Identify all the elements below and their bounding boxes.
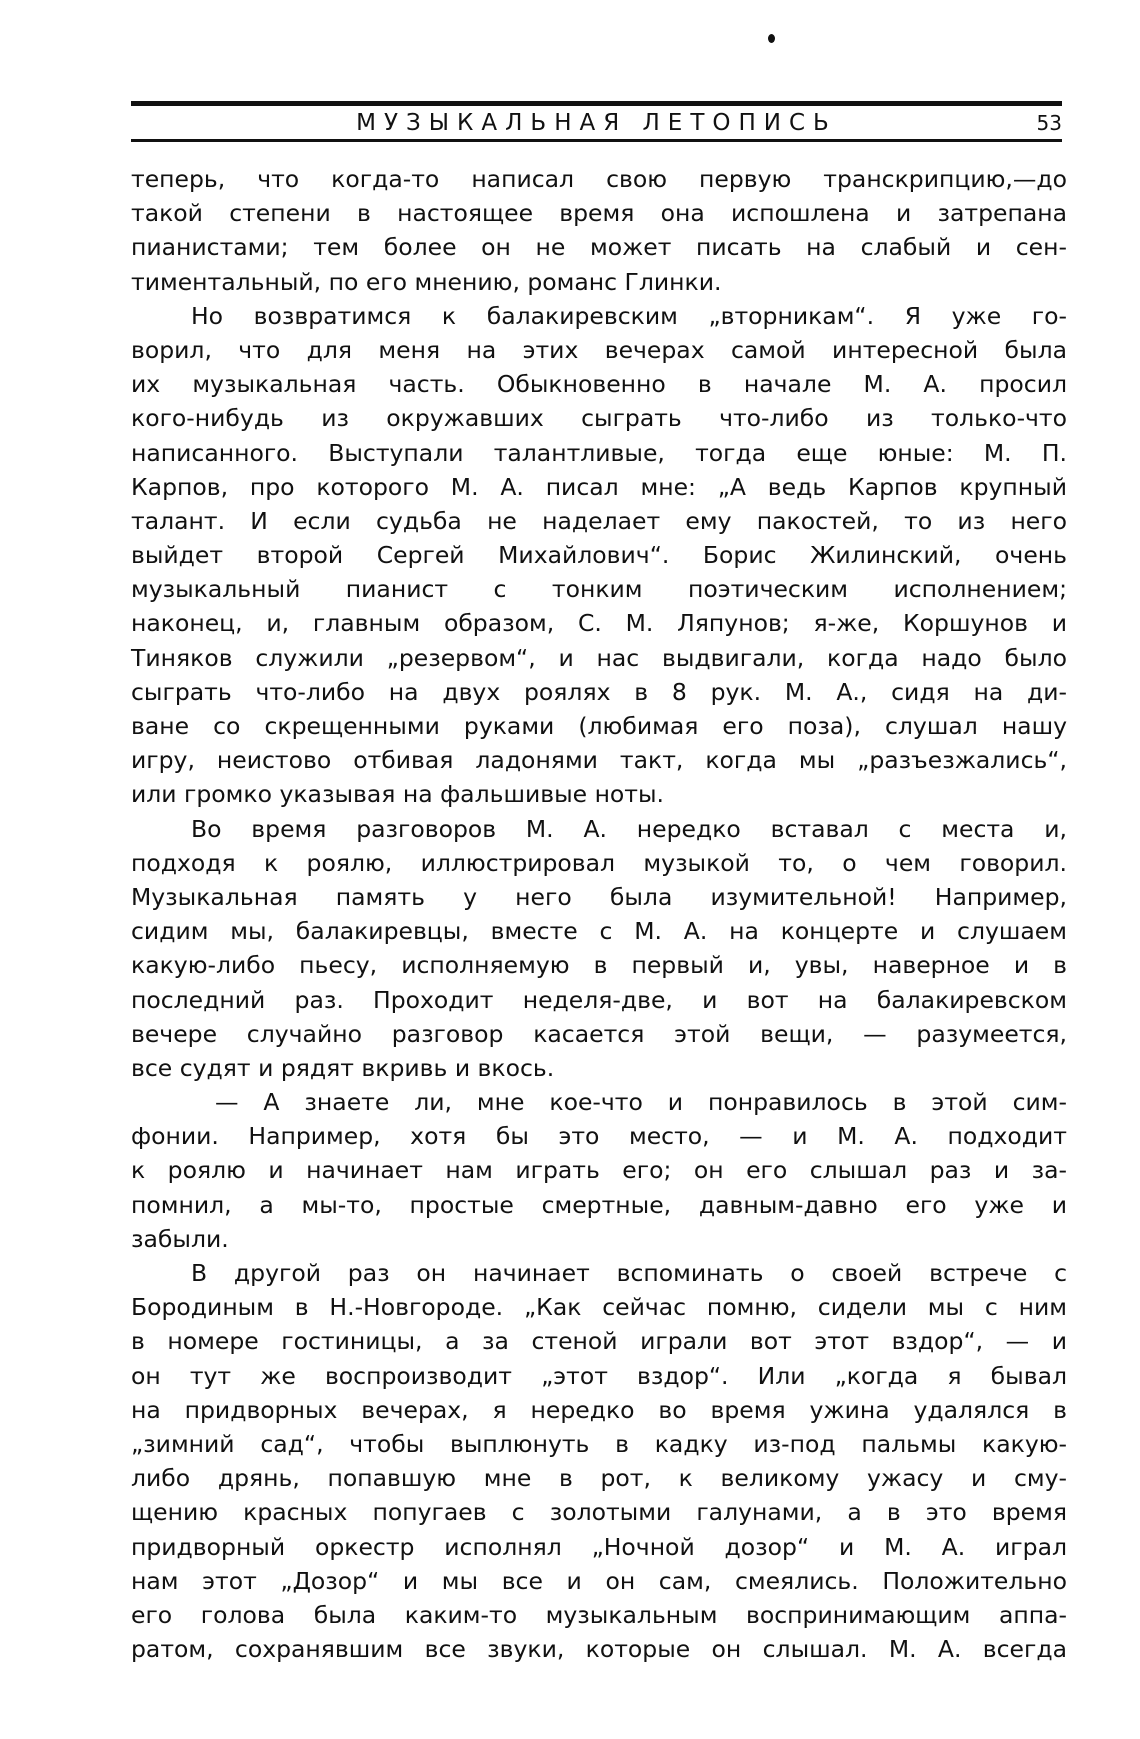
text-line: Тиняков служили „резервом“, и нас выдвигали, когда надо было [131, 643, 1067, 672]
text-line: помнил, а мы-то, простые смертные, давным-давно его уже и [131, 1190, 1067, 1219]
text-line: его голова была каким-то музыкальным воспринимающим аппа- [131, 1600, 1067, 1629]
body-text [131, 162, 1067, 1666]
text-line: придворный оркестр исполнял „Ночной дозор“ и М. А. играл [131, 1532, 1067, 1561]
text-line: или громко указывая на фальшивые ноты. [131, 780, 665, 809]
header-rule-bottom [131, 139, 1062, 142]
text-line: сыграть что-либо на двух роялях в 8 рук. М. А., сидя на ди- [131, 677, 1067, 706]
text-line: кого-нибудь из окружавших сыграть что-либо из только-что [131, 404, 1067, 433]
text-line: написанного. Выступали талантливые, тогда еще юные: М. П. [131, 438, 1067, 467]
text-line: „зимний сад“, чтобы выплюнуть в кадку из-под пальмы какую- [131, 1429, 1067, 1458]
text-line: ратом, сохранявшим все звуки, которые он слышал. М. А. всегда [131, 1635, 1067, 1664]
running-header: МУЗЫКАЛЬНАЯ ЛЕТОПИСЬ [356, 110, 837, 136]
text-line: забыли. [131, 1224, 229, 1253]
text-line: их музыкальная часть. Обыкновенно в начале М. А. просил [131, 370, 1067, 399]
text-line: вечере случайно разговор касается этой вещи, — разумеется, [131, 1019, 1067, 1048]
text-line: в номере гостиницы, а за стеной играли вот этот вздор“, — и [131, 1327, 1067, 1356]
text-line: Бородиным в Н.-Новгороде. „Как сейчас помню, сидели мы с ним [131, 1293, 1067, 1322]
text-line: Но возвратимся к балакиревским „вторникам“. Я уже го- [191, 301, 1067, 330]
text-line: нам этот „Дозор“ и мы все и он сам, смеялись. Положительно [131, 1566, 1067, 1595]
text-line: сидим мы, балакиревцы, вместе с М. А. на концерте и слушаем [131, 917, 1067, 946]
header-rule-top [131, 101, 1062, 106]
text-line: ворил, что для меня на этих вечерах самой интересной была [131, 335, 1067, 364]
text-line: на придворных вечерах, я нередко во время ужина удалялся в [131, 1395, 1067, 1424]
text-line: тиментальный, по его мнению, романс Глинки. [131, 267, 722, 296]
text-line: к роялю и начинает нам играть его; он его слышал раз и за- [131, 1156, 1067, 1185]
text-line: теперь, что когда-то написал свою первую транскрипцию,—до [131, 165, 1067, 193]
text-line: игру, неистово отбивая ладонями такт, когда мы „разъезжались“, [131, 746, 1067, 775]
text-line: талант. И если судьба не наделает ему пакостей, то из него [131, 506, 1067, 535]
text-line: последний раз. Проходит неделя-две, и вот на балакиревском [131, 985, 1067, 1014]
text-line: выйдет второй Сергей Михайлович“. Борис Жилинский, очень [131, 541, 1067, 570]
text-line: все судят и рядят вкривь и вкось. [131, 1053, 555, 1082]
text-line: он тут же воспроизводит „этот вздор“. Или „когда я бывал [131, 1361, 1067, 1390]
print-speck [768, 34, 775, 43]
text-line: В другой раз он начинает вспоминать о своей встрече с [191, 1259, 1067, 1287]
text-line: щению красных попугаев с золотыми галунами, а в это время [131, 1498, 1067, 1527]
text-line: Музыкальная память у него была изумительной! Например, [131, 882, 1067, 911]
text-line: такой степени в настоящее время она испошлена и затрепана [131, 199, 1067, 228]
text-line: — А знаете ли, мне кое-что и понравилось в этой сим- [215, 1088, 1067, 1117]
page-number: 53 [1036, 111, 1062, 135]
text-line: подходя к роялю, иллюстрировал музыкой то, о чем говорил. [131, 848, 1067, 877]
text-line: какую-либо пьесу, исполняемую в первый и, увы, наверное и в [131, 951, 1067, 980]
text-line: пианистами; тем более он не может писать на слабый и сен- [131, 233, 1067, 262]
text-line: музыкальный пианист с тонким поэтическим исполнением; [131, 575, 1067, 604]
text-line: Во время разговоров М. А. нередко вставал с места и, [191, 814, 1067, 843]
text-line: ване со скрещенными руками (любимая его поза), слушал нашу [131, 712, 1067, 740]
text-line: наконец, и, главным образом, С. М. Ляпунов; я-же, Коршунов и [131, 609, 1067, 638]
text-line: либо дрянь, попавшую мне в рот, к великому ужасу и сму- [131, 1464, 1067, 1493]
text-line: фонии. Например, хотя бы это место, — и М. А. подходит [131, 1122, 1067, 1151]
text-line: Карпов, про которого М. А. писал мне: „А ведь Карпов крупный [131, 472, 1067, 501]
